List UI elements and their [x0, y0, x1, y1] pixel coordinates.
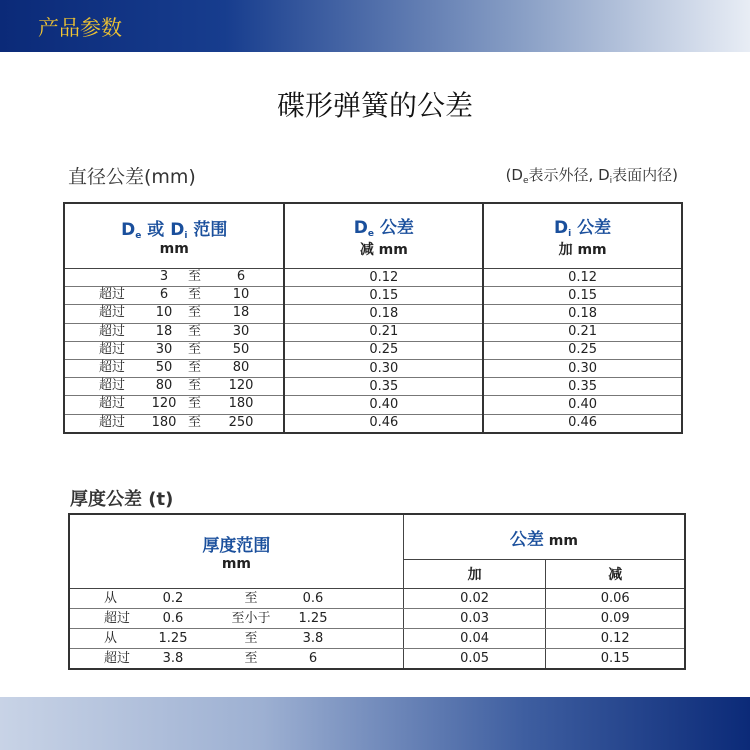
table-header-row [64, 203, 682, 269]
range-to-word: 至 [188, 360, 202, 376]
di-tolerance-cell: 0.12 [483, 269, 682, 287]
range-from: 6 [159, 287, 169, 303]
page-title: 碟形弹簧的公差 [276, 89, 473, 122]
table-row [69, 609, 685, 629]
di-tolerance-cell: 0.15 [483, 287, 682, 305]
table-row [69, 589, 685, 609]
range-cell [64, 396, 284, 414]
header-range: $D_e$ 或 $D_i$ 范围 mm [64, 203, 284, 269]
table-row [64, 287, 682, 305]
range-to: 30 [232, 323, 250, 339]
diameter-note: ($D_e$表示外径, $D_i$表面内径) [505, 166, 678, 186]
footer-bar [0, 697, 750, 750]
range-to-word: 至 [244, 650, 258, 666]
table-row [64, 323, 682, 341]
header-plus: 加 [403, 560, 546, 589]
de-tolerance-cell: 0.12 [284, 269, 483, 287]
plus-tolerance-cell: 0.04 [403, 629, 546, 649]
range-prefix: 超过 [99, 341, 126, 357]
range-to-word: 至 [188, 305, 202, 321]
range-to-word: 至 [244, 590, 258, 606]
minus-tolerance-cell: 0.09 [546, 609, 685, 629]
table-row [64, 359, 682, 377]
di-tolerance-cell: 0.35 [483, 378, 682, 396]
range-to: 180 [228, 396, 254, 412]
de-tolerance-cell: 0.40 [284, 396, 483, 414]
range-to-word: 至 [188, 341, 202, 357]
de-tolerance-cell: 0.18 [284, 305, 483, 323]
de-tolerance-cell: 0.35 [284, 378, 483, 396]
range-cell [64, 378, 284, 396]
diameter-section-title: 直径公差(mm) [68, 166, 196, 188]
range-prefix: 超过 [104, 650, 131, 666]
header-thickness-range: 厚度范围 mm [69, 514, 403, 589]
minus-tolerance-cell: 0.06 [546, 589, 685, 609]
de-tolerance-cell: 0.21 [284, 323, 483, 341]
table-row [69, 649, 685, 670]
range-from: 10 [155, 305, 173, 321]
di-tolerance-cell: 0.30 [483, 359, 682, 377]
range-to: 1.25 [298, 610, 328, 626]
thickness-range-cell [69, 629, 403, 649]
range-to-word: 至 [188, 323, 202, 339]
range-from: 50 [155, 360, 173, 376]
thickness-range-cell [69, 609, 403, 629]
plus-tolerance-cell: 0.05 [403, 649, 546, 670]
range-from: 0.6 [162, 610, 184, 626]
di-tolerance-cell: 0.21 [483, 323, 682, 341]
table-row [64, 414, 682, 433]
di-tolerance-cell: 0.40 [483, 396, 682, 414]
range-to: 6 [236, 269, 246, 285]
de-tolerance-cell: 0.25 [284, 341, 483, 359]
range-from: 3.8 [162, 650, 184, 666]
range-from: 30 [155, 341, 173, 357]
range-prefix: 从 [104, 630, 118, 646]
range-cell [64, 305, 284, 323]
range-to: 6 [308, 650, 318, 666]
thickness-range-cell [69, 649, 403, 670]
de-tolerance-cell: 0.15 [284, 287, 483, 305]
header-di-tolerance: $D_i$ 公差 加 mm [483, 203, 682, 269]
range-prefix: 超过 [104, 610, 131, 626]
minus-tolerance-cell: 0.15 [546, 649, 685, 670]
header-minus: 减 [546, 560, 685, 589]
range-to-word: 至 [188, 269, 202, 285]
range-to: 50 [232, 341, 250, 357]
range-to-word: 至 [188, 414, 202, 430]
range-to: 80 [232, 360, 250, 376]
plus-tolerance-cell: 0.03 [403, 609, 546, 629]
table-row [69, 629, 685, 649]
range-prefix: 从 [104, 590, 118, 606]
thickness-tolerance-table [68, 513, 686, 670]
range-prefix: 超过 [99, 378, 126, 394]
range-from: 18 [155, 323, 173, 339]
range-from: 3 [159, 269, 169, 285]
table-row [64, 305, 682, 323]
thickness-section-title: 厚度公差 (t) [70, 489, 174, 510]
range-to-word: 至 [244, 630, 258, 646]
table-header-row [69, 514, 685, 560]
thickness-range-cell [69, 589, 403, 609]
header-title: 产品参数 [38, 16, 122, 40]
range-prefix: 超过 [99, 414, 126, 430]
range-from: 80 [155, 378, 173, 394]
table-row [64, 269, 682, 287]
range-from: 1.25 [158, 630, 188, 646]
range-cell [64, 287, 284, 305]
range-cell [64, 269, 284, 287]
table-row [64, 378, 682, 396]
range-from: 180 [151, 414, 177, 430]
table-row [64, 396, 682, 414]
diameter-tolerance-table [63, 202, 683, 434]
di-tolerance-cell: 0.25 [483, 341, 682, 359]
range-to: 10 [232, 287, 250, 303]
de-tolerance-cell: 0.46 [284, 414, 483, 433]
range-prefix: 超过 [99, 396, 126, 412]
range-to: 120 [228, 378, 254, 394]
header-de-tolerance: $D_e$ 公差 减 mm [284, 203, 483, 269]
minus-tolerance-cell: 0.12 [546, 629, 685, 649]
range-prefix: 超过 [99, 287, 126, 303]
range-prefix: 超过 [99, 323, 126, 339]
range-to: 250 [228, 414, 254, 430]
range-cell [64, 414, 284, 433]
range-to: 18 [232, 305, 250, 321]
range-to-word: 至 [188, 378, 202, 394]
range-cell [64, 323, 284, 341]
di-tolerance-cell: 0.18 [483, 305, 682, 323]
range-prefix: 超过 [99, 305, 126, 321]
de-tolerance-cell: 0.30 [284, 359, 483, 377]
range-cell [64, 341, 284, 359]
range-cell [64, 359, 284, 377]
di-tolerance-cell: 0.46 [483, 414, 682, 433]
range-to-word: 至 [188, 287, 202, 303]
range-to-word: 至小于 [231, 610, 271, 626]
table-row [64, 341, 682, 359]
header-bar [0, 0, 750, 52]
header-tolerance: 公差 mm [403, 514, 685, 560]
range-from: 120 [151, 396, 177, 412]
range-to-word: 至 [188, 396, 202, 412]
range-prefix: 超过 [99, 360, 126, 376]
range-to: 0.6 [302, 590, 324, 606]
range-to: 3.8 [302, 630, 324, 646]
range-from: 0.2 [162, 590, 184, 606]
plus-tolerance-cell: 0.02 [403, 589, 546, 609]
